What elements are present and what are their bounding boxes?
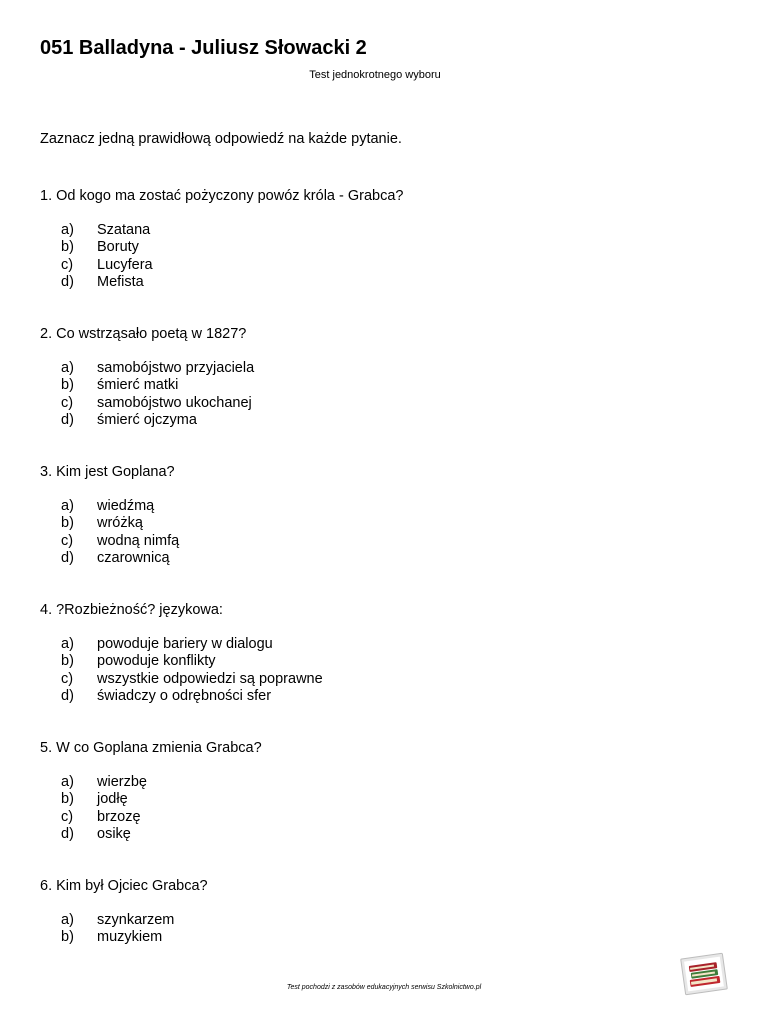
option-text: jodłę (97, 791, 128, 808)
option-letter: c) (61, 532, 74, 549)
option-c (40, 671, 740, 688)
option-letter: c) (61, 256, 74, 273)
question-text: 2. Co wstrząsało poetą w 1827? (40, 326, 247, 342)
option-b (40, 377, 740, 394)
instruction-text: Zaznacz jedną prawidłową odpowiedź na każde pytanie. (40, 131, 402, 147)
option-text: świadczy o odrębności sfer (97, 688, 272, 705)
question-2 (40, 325, 740, 430)
option-text: Lucyfera (97, 256, 153, 273)
question-text: 5. W co Goplana zmienia Grabca? (40, 740, 262, 756)
option-c (40, 533, 740, 550)
option-letter: d) (61, 412, 74, 429)
document-footer: Test pochodzi z zasobów edukacyjnych serwisu Szkolnictwo.pl (286, 984, 482, 991)
option-a (40, 498, 740, 515)
option-text: samobójstwo ukochanej (97, 394, 252, 411)
option-letter: b) (61, 791, 74, 808)
question-text: 6. Kim był Ojciec Grabca? (40, 878, 208, 894)
option-a (40, 774, 740, 791)
question-text: 1. Od kogo ma zostać pożyczony powóz króla - Grabca? (40, 188, 404, 204)
question-4 (40, 601, 740, 706)
option-text: Boruty (97, 239, 139, 256)
option-letter: d) (61, 550, 74, 567)
option-text: śmierć matki (97, 377, 179, 394)
option-b (40, 791, 740, 808)
option-text: wiedźmą (97, 498, 155, 514)
option-text: powoduje bariery w dialogu (97, 636, 273, 652)
option-a (40, 636, 740, 653)
option-a (40, 222, 740, 239)
question-1 (40, 187, 740, 292)
option-letter: d) (61, 826, 74, 843)
options-list (40, 498, 740, 568)
option-letter: c) (61, 670, 74, 687)
option-text: osikę (97, 826, 131, 843)
option-d (40, 550, 740, 567)
question-3 (40, 463, 740, 568)
option-letter: b) (61, 929, 74, 946)
document-title: 051 Balladyna - Juliusz Słowacki 2 (40, 37, 367, 59)
option-d (40, 826, 740, 843)
option-text: powoduje konflikty (97, 653, 216, 670)
option-d (40, 274, 740, 291)
options-list (40, 774, 740, 844)
option-text: Mefista (97, 274, 144, 291)
option-letter: a) (61, 912, 74, 928)
question-text: 4. ?Rozbieżność? językowa: (40, 602, 223, 618)
option-b (40, 239, 740, 256)
document-subtitle: Test jednokrotnego wyboru (309, 69, 441, 81)
option-c (40, 395, 740, 412)
option-text: wróżką (97, 515, 143, 532)
options-list (40, 360, 740, 430)
option-d (40, 688, 740, 705)
option-text: wszystkie odpowiedzi są poprawne (97, 670, 323, 687)
option-text: muzykiem (97, 929, 163, 946)
question-6 (40, 877, 740, 947)
option-b (40, 653, 740, 670)
option-letter: b) (61, 239, 74, 256)
option-text: wierzbę (97, 774, 147, 790)
option-a (40, 360, 740, 377)
books-stack-icon (678, 951, 730, 997)
option-letter: c) (61, 808, 74, 825)
options-list (40, 912, 740, 947)
option-letter: a) (61, 222, 74, 238)
option-text: szynkarzem (97, 912, 175, 928)
question-5 (40, 739, 740, 844)
option-c (40, 257, 740, 274)
option-letter: b) (61, 515, 74, 532)
option-letter: d) (61, 688, 74, 705)
option-b (40, 515, 740, 532)
option-d (40, 412, 740, 429)
option-text: samobójstwo przyjaciela (97, 360, 255, 376)
option-letter: c) (61, 394, 74, 411)
question-text: 3. Kim jest Goplana? (40, 464, 175, 480)
option-text: czarownicą (97, 550, 170, 567)
option-text: wodną nimfą (97, 532, 180, 549)
option-text: brzozę (97, 808, 141, 825)
option-letter: a) (61, 774, 74, 790)
option-letter: a) (61, 636, 74, 652)
option-text: śmierć ojczyma (97, 412, 197, 429)
option-letter: b) (61, 653, 74, 670)
option-text: Szatana (97, 222, 151, 238)
option-letter: d) (61, 274, 74, 291)
options-list (40, 636, 740, 706)
options-list (40, 222, 740, 292)
option-letter: a) (61, 498, 74, 514)
option-letter: a) (61, 360, 74, 376)
option-c (40, 809, 740, 826)
option-letter: b) (61, 377, 74, 394)
option-a (40, 912, 740, 929)
option-b (40, 929, 740, 946)
